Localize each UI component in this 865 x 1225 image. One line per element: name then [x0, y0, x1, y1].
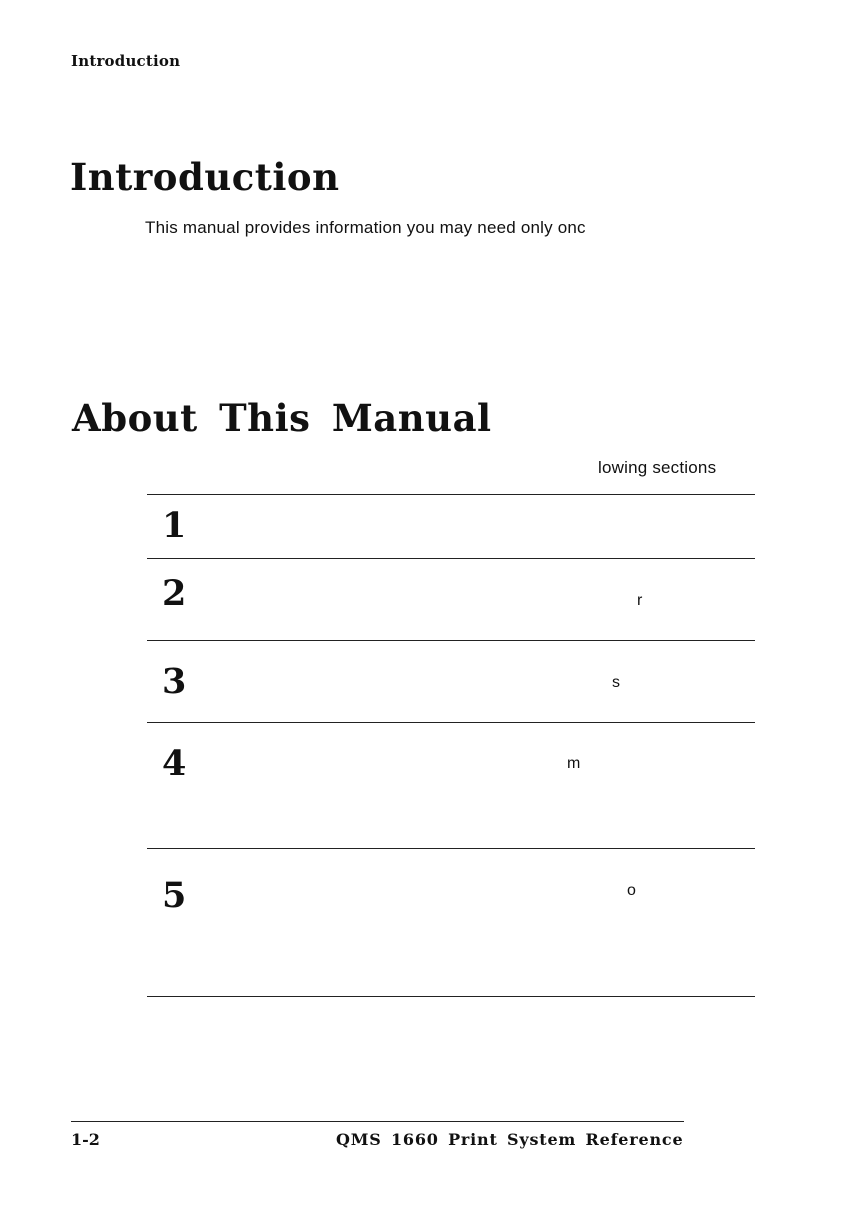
table-rule [147, 494, 755, 495]
section-number: 2 [162, 573, 187, 614]
table-rule [147, 558, 755, 559]
section-number: 3 [162, 661, 187, 702]
section-number: 4 [162, 743, 187, 784]
section-description: m [567, 755, 581, 772]
section-description: r [637, 592, 643, 609]
page-number: 1-2 [71, 1130, 100, 1149]
section-number: 5 [162, 875, 187, 916]
table-rule [147, 848, 755, 849]
intro-paragraph: This manual provides information you may need only onc [145, 218, 586, 237]
section-number: 1 [162, 505, 187, 546]
section-title-about: About This Manual [72, 396, 492, 440]
running-header: Introduction [71, 52, 181, 70]
section-description: s [612, 674, 620, 691]
page-title: Introduction [70, 155, 340, 199]
footer-rule [71, 1121, 684, 1122]
section-description: o [627, 882, 636, 899]
about-lead-text: lowing sections [598, 458, 717, 477]
table-rule [147, 722, 755, 723]
table-rule [147, 640, 755, 641]
footer-book-title: QMS 1660 Print System Reference [336, 1130, 684, 1149]
table-rule [147, 996, 755, 997]
